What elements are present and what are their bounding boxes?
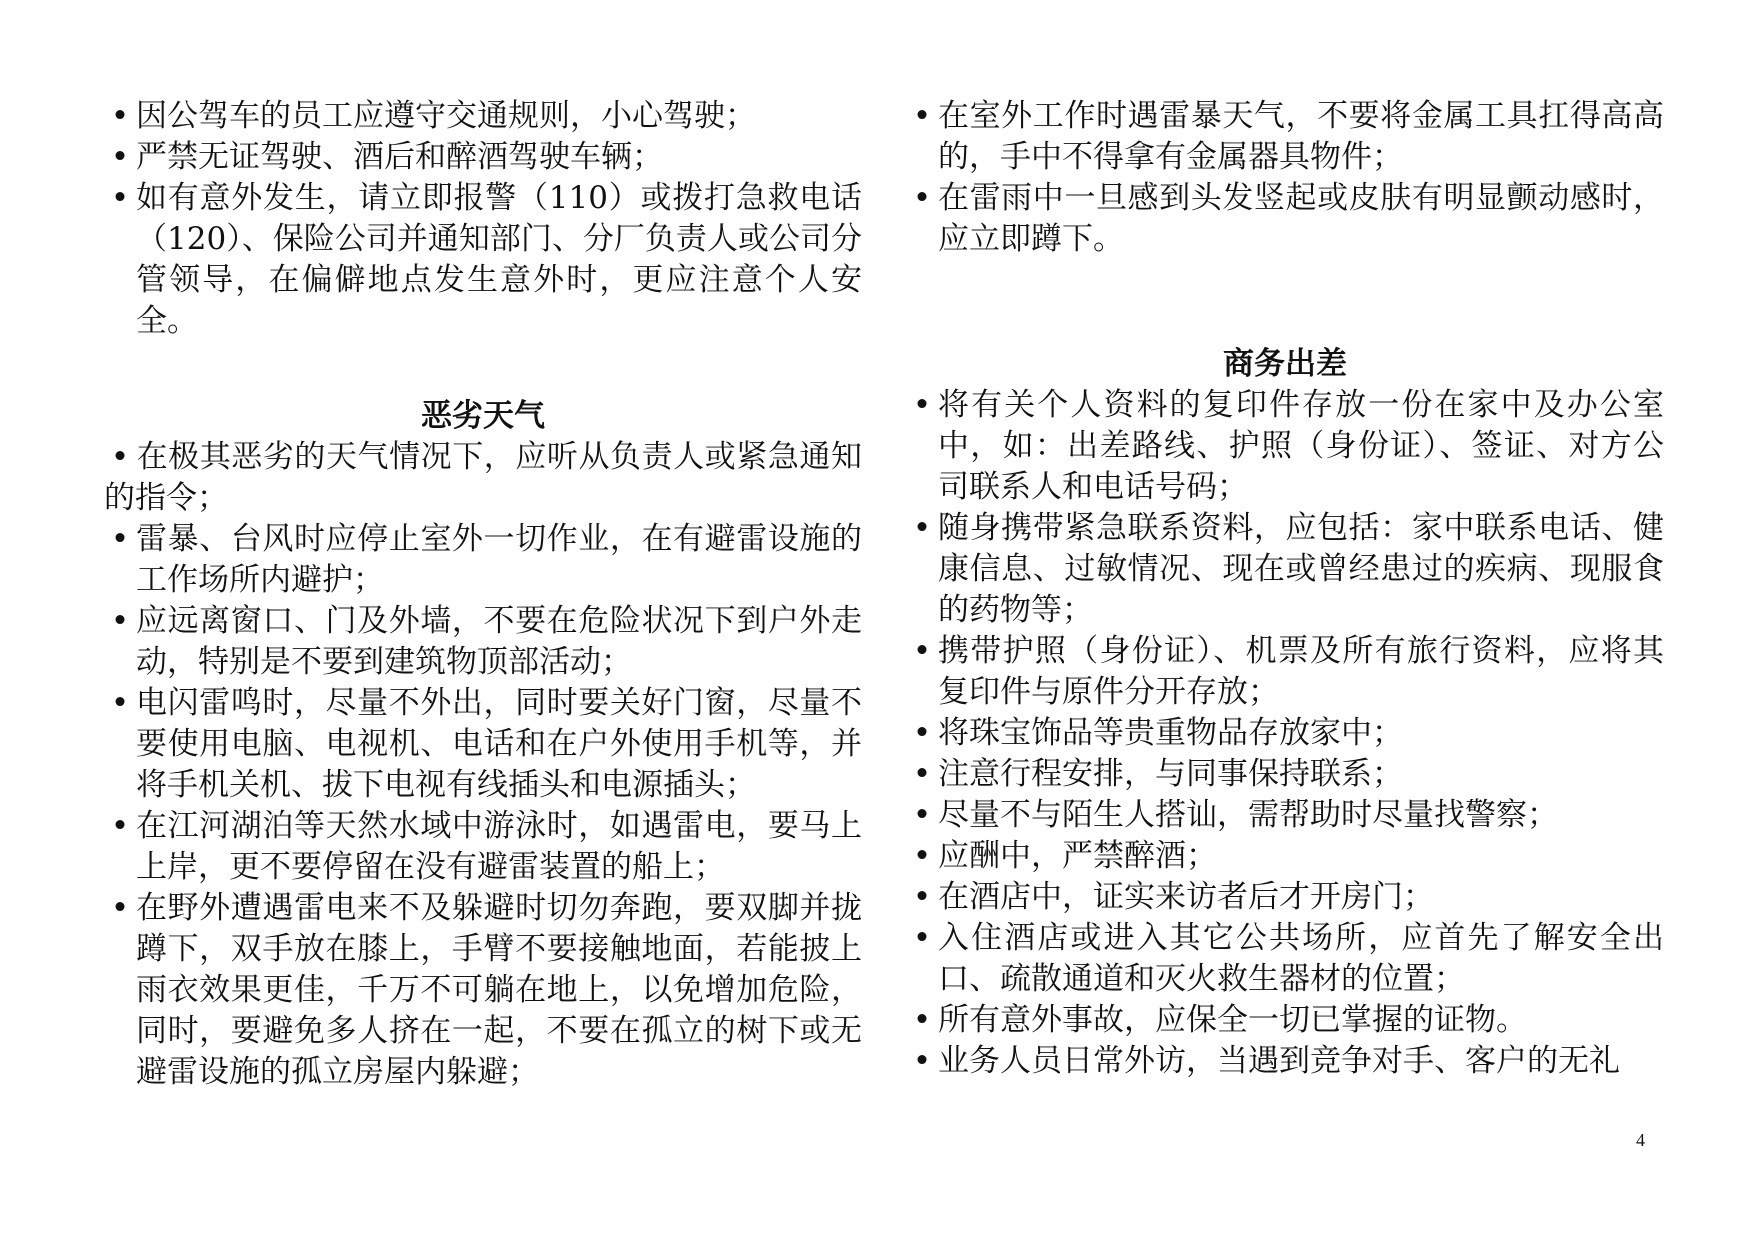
list-item [104,178,862,342]
list-item [906,385,1664,508]
bullet-icon: • [912,715,932,751]
right-column [906,96,1664,1082]
bullet-icon: • [912,879,932,915]
list-item-text: 在雷雨中一旦感到头发竖起或皮肤有明显颤动感时，应立即蹲下。 [938,180,1664,257]
list-item [906,96,1664,178]
bullet-icon: • [912,387,932,423]
list-item-text: 在极其恶劣的天气情况下，应听从负责人或紧急通知的指令； [104,439,862,516]
list-item-text: 将有关个人资料的复印件存放一份在家中及办公室中，如：出差路线、护照（身份证）、签证、对方公司联系人和电话号码； [938,387,1664,505]
list-item-text: 所有意外事故，应保全一切已掌握的证物。 [938,1002,1527,1038]
list-item [906,631,1664,713]
list-item [104,601,862,683]
list-item [906,795,1664,836]
bullet-icon: • [912,510,932,546]
list-item [104,519,862,601]
list-item-text: 应酬中，严禁醉酒； [938,838,1217,874]
list-item [906,754,1664,795]
page-number: 4 [1636,1130,1645,1150]
section-spacer [104,342,862,396]
severe-weather-heading: 恶劣天气 [421,398,545,434]
list-item [906,1041,1664,1082]
bullet-icon: • [912,180,932,216]
list-item-text: 业务人员日常外访，当遇到竞争对手、客户的无礼 [938,1043,1620,1079]
list-item-text: 在野外遭遇雷电来不及躲避时切勿奔跑，要双脚并拢蹲下，双手放在膝上，手臂不要接触地面，若能披上雨衣效果更佳，千万不可躺在地上，以免增加危险，同时，要避免多人挤在一起，不要在孤立的树下或无避雷设施的孤立房屋内躲避； [136,890,862,1090]
bullet-icon: • [110,98,130,134]
list-item-text: 入住酒店或进入其它公共场所，应首先了解安全出口、疏散通道和灭火救生器材的位置； [938,920,1664,997]
list-item [104,137,862,178]
bullet-icon: • [110,439,130,475]
lightning-safety-list [906,96,1664,260]
bullet-icon: • [110,603,130,639]
bullet-icon: • [912,756,932,792]
bullet-icon: • [912,797,932,833]
list-item-text: 携带护照（身份证）、机票及所有旅行资料，应将其复印件与原件分开存放； [938,633,1664,710]
list-item [906,178,1664,260]
driving-safety-list [104,96,862,342]
list-item [104,96,862,137]
left-column [104,96,862,1093]
list-item-text: 将珠宝饰品等贵重物品存放家中； [938,715,1403,751]
list-item-text: 因公驾车的员工应遵守交通规则，小心驾驶； [136,98,756,134]
business-travel-heading: 商务出差 [1223,346,1347,382]
list-item [906,836,1664,877]
list-item [104,683,862,806]
severe-weather-list [104,437,862,1093]
bullet-icon: • [110,139,130,175]
list-item [104,806,862,888]
bullet-icon: • [912,1043,932,1079]
bullet-icon: • [912,98,932,134]
list-item-text: 应远离窗口、门及外墙，不要在危险状况下到户外走动，特别是不要到建筑物顶部活动； [136,603,862,680]
bullet-icon: • [110,685,130,721]
bullet-icon: • [912,920,932,956]
list-item-text: 如有意外发生，请立即报警（110）或拨打急救电话（120）、保险公司并通知部门、分厂负责人或公司分管领导，在偏僻地点发生意外时，更应注意个人安全。 [136,180,862,339]
list-item-text: 在江河湖泊等天然水域中游泳时，如遇雷电，要马上上岸，更不要停留在没有避雷装置的船上； [136,808,862,885]
list-item [104,888,862,1093]
bullet-icon: • [912,1002,932,1038]
business-travel-list [906,385,1664,1082]
list-item-text: 电闪雷鸣时，尽量不外出，同时要关好门窗，尽量不要使用电脑、电视机、电话和在户外使用手机等，并将手机关机、拔下电视有线插头和电源插头； [136,685,862,803]
bullet-icon: • [110,808,130,844]
list-item [906,1000,1664,1041]
list-item-text: 在室外工作时遇雷暴天气，不要将金属工具扛得高高的，手中不得拿有金属器具物件； [938,98,1664,175]
bullet-icon: • [110,180,130,216]
bullet-icon: • [912,633,932,669]
list-item [906,877,1664,918]
bullet-icon: • [110,521,130,557]
list-item-text: 在酒店中，证实来访者后才开房门； [938,879,1434,915]
bullet-icon: • [110,890,130,926]
bullet-icon: • [912,838,932,874]
list-item-text: 注意行程安排，与同事保持联系； [938,756,1403,792]
list-item-text: 尽量不与陌生人搭讪，需帮助时尽量找警察； [938,797,1558,833]
list-item [104,437,862,519]
section-spacer [906,260,1664,344]
list-item-text: 严禁无证驾驶、酒后和醉酒驾驶车辆； [136,139,663,175]
list-item [906,508,1664,631]
list-item-text: 雷暴、台风时应停止室外一切作业，在有避雷设施的工作场所内避护； [136,521,862,598]
list-item-text: 随身携带紧急联系资料，应包括：家中联系电话、健康信息、过敏情况、现在或曾经患过的疾病、现服食的药物等； [938,510,1664,628]
list-item [906,713,1664,754]
list-item [906,918,1664,1000]
